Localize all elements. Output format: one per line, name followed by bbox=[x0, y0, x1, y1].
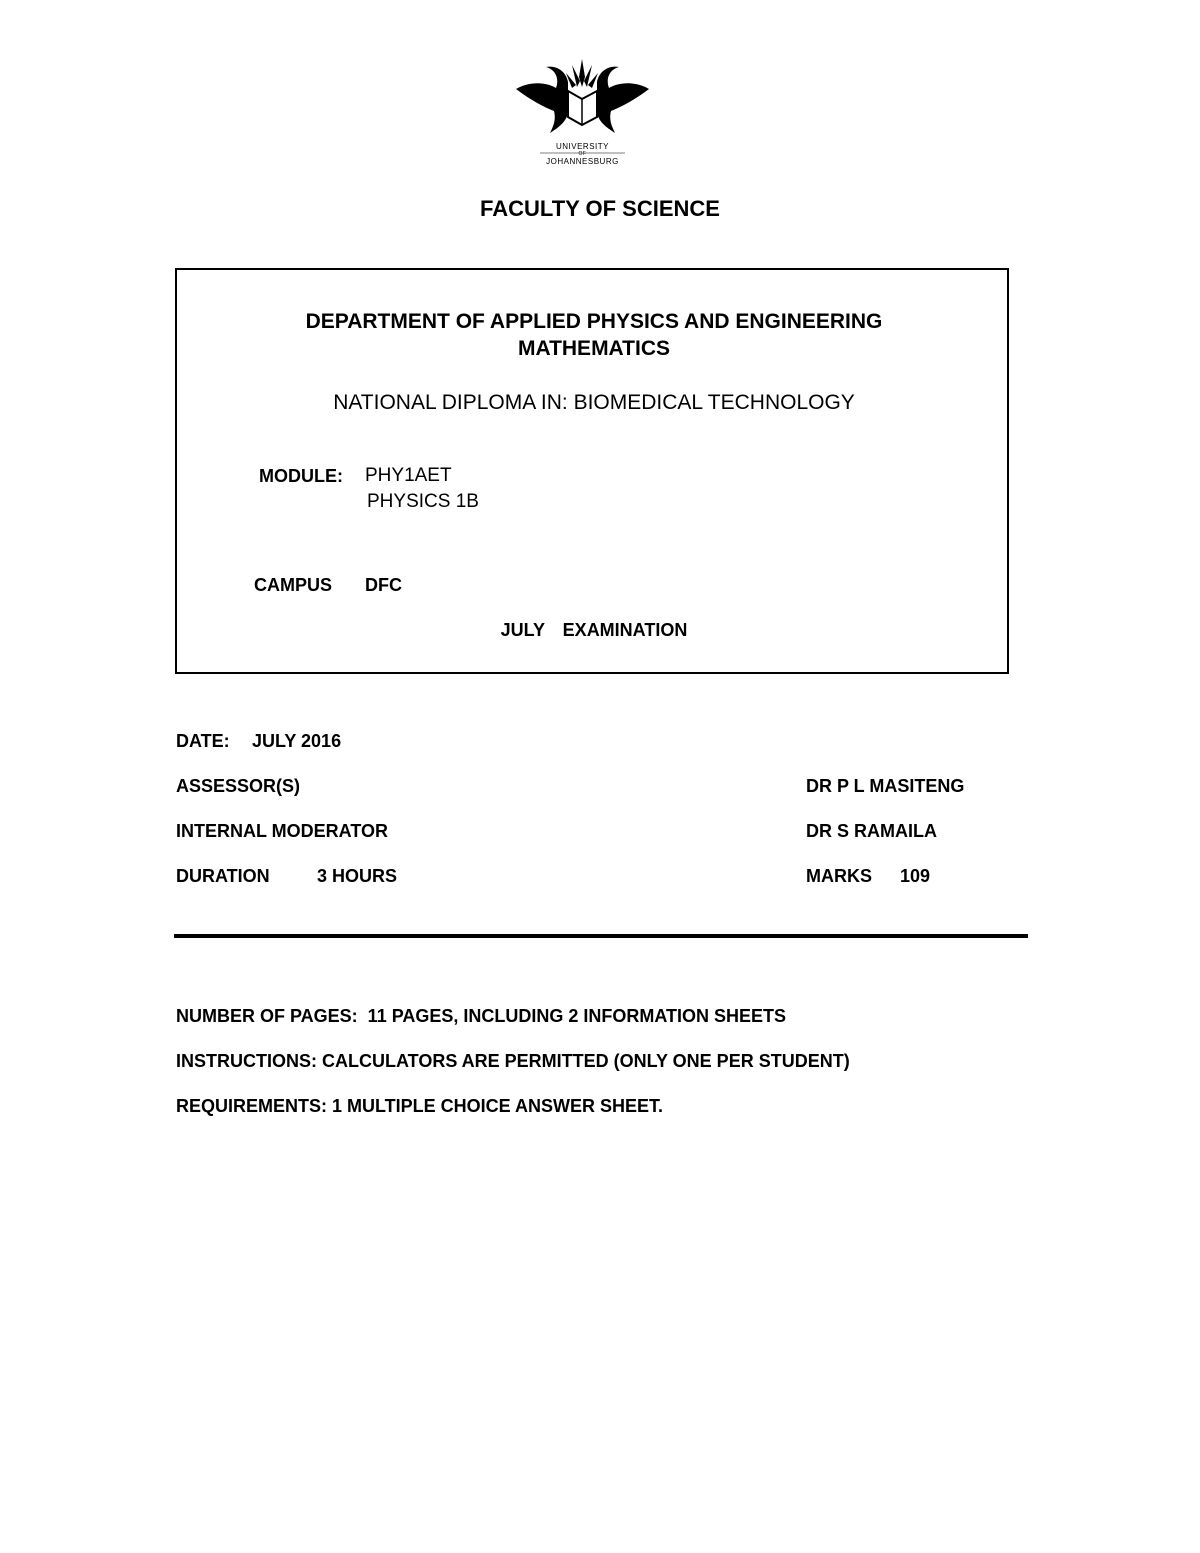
department-box bbox=[175, 268, 1009, 674]
logo-wordmark bbox=[510, 142, 655, 166]
assessor-label: ASSESSOR(S) bbox=[176, 776, 301, 796]
assessor-value: DR P L MASITENG bbox=[806, 776, 965, 796]
module-code: PHY1AET bbox=[365, 465, 452, 486]
campus-label: CAMPUS bbox=[254, 575, 333, 595]
duration-label: DURATION bbox=[176, 866, 270, 886]
module-name: PHYSICS 1B bbox=[367, 491, 479, 512]
department-title-line1: DEPARTMENT OF APPLIED PHYSICS AND ENGINEERING bbox=[305, 310, 883, 333]
diploma-title: NATIONAL DIPLOMA IN: BIOMEDICAL TECHNOLOGY bbox=[333, 391, 855, 414]
department-title-line2: MATHEMATICS bbox=[517, 337, 671, 360]
moderator-label: INTERNAL MODERATOR bbox=[176, 821, 389, 841]
duration-value: 3 HOURS bbox=[317, 866, 398, 886]
examination-title: JULY EXAMINATION bbox=[500, 620, 688, 640]
marks-label: MARKS bbox=[806, 866, 872, 886]
marks-value: 109 bbox=[900, 866, 931, 886]
moderator-value: DR S RAMAILA bbox=[806, 821, 937, 841]
pages-info: NUMBER OF PAGES: 11 PAGES, INCLUDING 2 INFORMATION SHEETS bbox=[176, 1006, 787, 1026]
logo-line-university: UNIVERSITY bbox=[555, 142, 609, 151]
date-value: JULY 2016 bbox=[252, 731, 342, 751]
divider-rule bbox=[174, 934, 1028, 938]
date-label: DATE: bbox=[176, 731, 230, 751]
faculty-title: FACULTY OF SCIENCE bbox=[480, 196, 720, 221]
requirements-info: REQUIREMENTS: 1 MULTIPLE CHOICE ANSWER SHEET. bbox=[176, 1096, 664, 1116]
campus-value: DFC bbox=[365, 575, 402, 595]
module-label: MODULE: bbox=[259, 466, 343, 486]
logo-line-of: OF bbox=[578, 151, 587, 157]
instructions-info: INSTRUCTIONS: CALCULATORS ARE PERMITTED (ONLY ONE PER STUDENT) bbox=[176, 1051, 850, 1071]
department-title bbox=[177, 308, 1011, 362]
logo-line-johannesburg: JOHANNESBURG bbox=[546, 157, 619, 166]
